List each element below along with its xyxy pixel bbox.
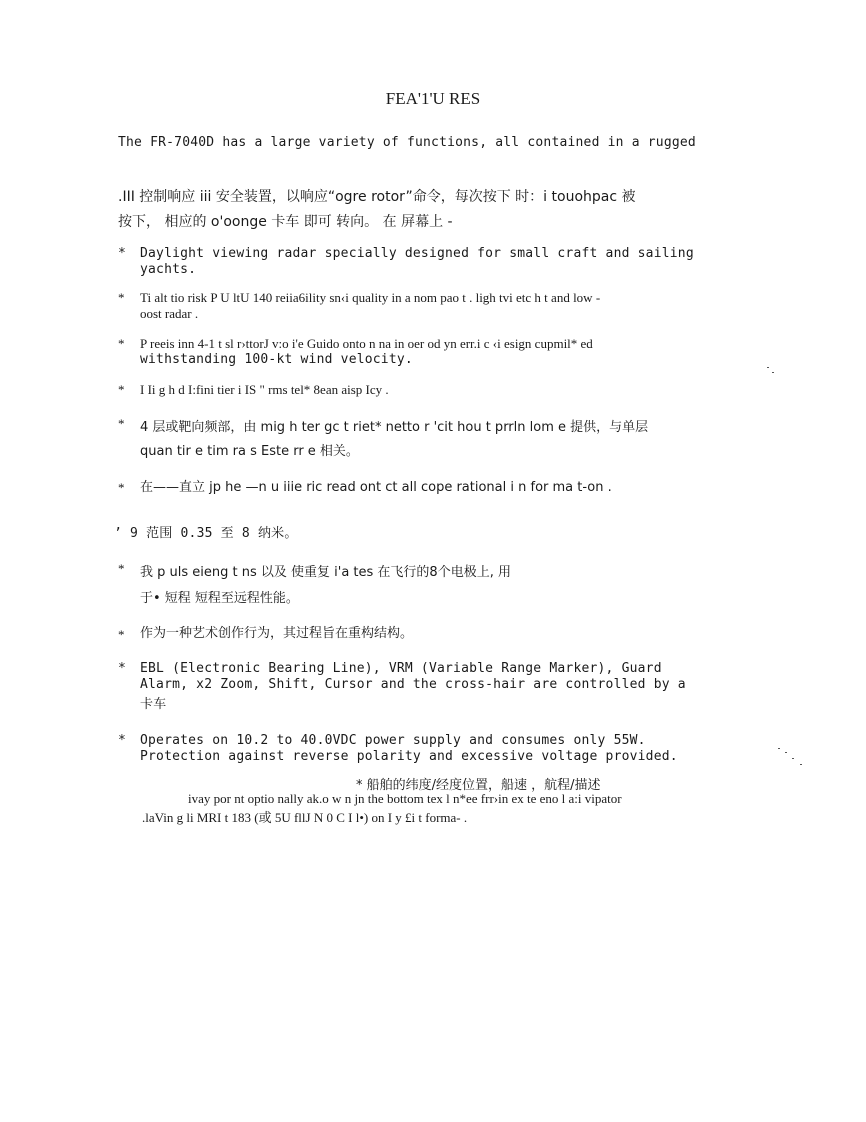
feature-line: withstanding 100-kt wind velocity.: [140, 352, 413, 367]
intro-line-2b: 按下， 相应的 o'oonge 卡车 即可 转向。 在 屏幕上 -: [118, 214, 453, 230]
feature-line: 卡车: [140, 697, 167, 712]
bullet-marker: *: [118, 733, 127, 748]
last-item-line-3: .laVin g li MRI t 183 (或 5U fllJ N 0 C I l•) on I y £i t forma- .: [142, 810, 468, 825]
feature-line: I Ii g h d I:fini tier i IS " rms tel* 8ean aisp Icy .: [140, 382, 389, 397]
feature-line: oost radar .: [140, 306, 199, 321]
feature-item: [140, 480, 612, 496]
feature-item: [140, 661, 686, 713]
last-item-line-2: ivay por nt optio nally ak.o w n jn the bottom tex l n*ee frr›in ex te eno l a:i vipator: [188, 791, 622, 806]
bullet-marker: *: [118, 382, 125, 397]
intro-line-2a: .III 控制响应 iii 安全装置，以响应“ogre rotor”命令，每次按下 时：i touohpac 被: [118, 189, 636, 205]
bullet-marker: *: [118, 290, 125, 305]
feature-line: 4 层或靶向频部，由 mig h ter gc t riet* netto r 'cit hou t prrln lom e 提供，与单层: [140, 420, 649, 435]
bullet-marker: *: [118, 246, 127, 261]
feature-line: Daylight viewing radar specially designed for small craft and sailing: [140, 246, 694, 261]
page-title: FEA'1'U RES: [385, 89, 481, 108]
scan-speck: [800, 764, 802, 765]
feature-line: 作为一种艺术创作行为，其过程旨在重构结构。: [140, 626, 414, 641]
last-item-line-1: * 船舶的纬度/经度位置，船速 ，航程/描述: [356, 778, 601, 793]
feature-line: EBL (Electronic Bearing Line), VRM (Variable Range Marker), Guard: [140, 661, 662, 676]
bullet-marker: *: [118, 416, 125, 431]
feature-line: Protection against reverse polarity and excessive voltage provided.: [140, 749, 678, 764]
feature-line: Ti alt tio risk P U ltU 140 reiia6ility sn‹i quality in a nom pao t . ligh tvi etc h t and low -: [140, 290, 601, 305]
scan-speck: [778, 748, 780, 749]
bullet-marker: *: [118, 561, 125, 576]
feature-item: [140, 626, 413, 642]
intro-line-1: The FR-7040D has a large variety of functions, all contained in a rugged: [118, 135, 696, 150]
feature-line: ’ 9 范围 0.35 至 8 纳米。: [114, 526, 298, 541]
feature-line: P reeis inn 4-1 t sl r›ttorJ v:o i'e Guido onto n na in oer od yn err.i c ‹i esign cupmil* ed: [140, 336, 593, 351]
scan-speck: [772, 372, 774, 373]
feature-item: [140, 416, 648, 464]
bullet-marker: *: [118, 627, 125, 642]
bullet-marker: *: [118, 480, 125, 495]
feature-line: Alarm, x2 Zoom, Shift, Cursor and the cross-hair are controlled by a: [140, 677, 686, 692]
scan-speck: [792, 758, 794, 759]
feature-line: yachts.: [140, 262, 197, 277]
scan-speck: [785, 752, 787, 753]
intro-paragraph: [118, 185, 636, 235]
feature-line: 我 p uls eieng t ns 以及 使重复 i'a tes 在飞行的8个电极上, 用: [140, 565, 511, 580]
feature-line: quan tir e tim ra s Este rr e 相关。: [140, 444, 359, 459]
feature-line: Operates on 10.2 to 40.0VDC power supply and consumes only 55W.: [140, 733, 646, 748]
bullet-marker: *: [118, 336, 125, 351]
feature-line: 在——直立 jp he —n u iiie ric read ont ct all cope rational i n for ma t-on .: [140, 480, 612, 495]
feature-line: 于• 短程 短程至远程性能。: [140, 591, 299, 606]
feature-item: [140, 560, 511, 612]
feature-item: [140, 246, 694, 278]
scan-speck: [767, 367, 769, 368]
feature-item: [114, 522, 298, 541]
feature-item: [140, 382, 389, 398]
feature-item: [140, 290, 600, 322]
feature-item: [140, 336, 593, 368]
feature-item: [140, 733, 678, 765]
bullet-marker: *: [118, 661, 127, 676]
